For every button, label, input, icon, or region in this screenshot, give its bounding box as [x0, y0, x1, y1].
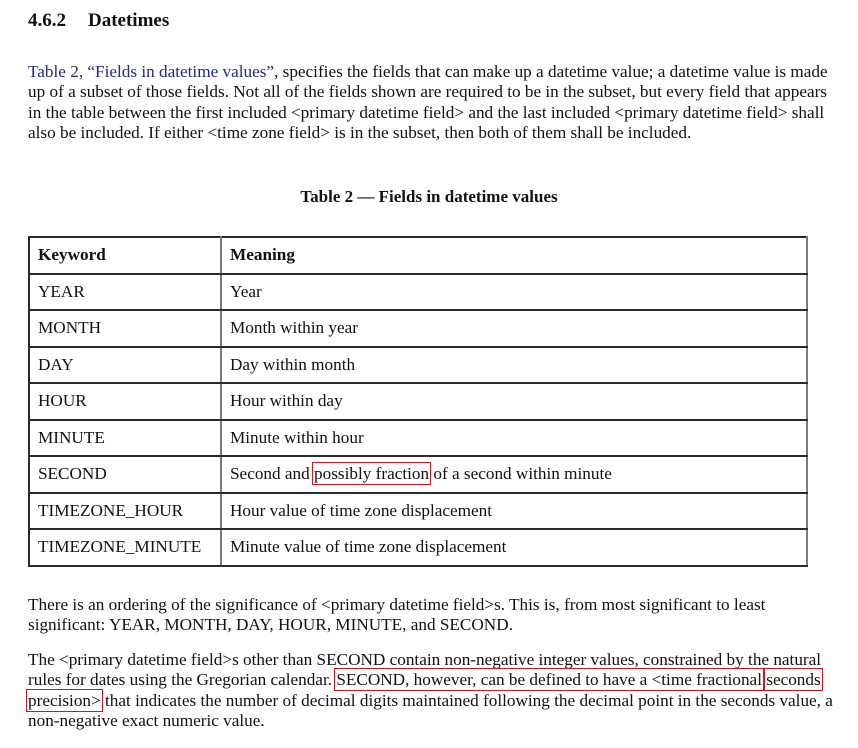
keyword-cell: TIMEZONE_MINUTE: [29, 529, 221, 566]
keyword-cell: YEAR: [29, 274, 221, 311]
meaning-cell: Minute within hour: [221, 420, 807, 457]
paragraph-text: that indicates the number of decimal digits maintained following the decimal point in the seconds value, a non-negative exact numeric value.: [28, 690, 833, 731]
table-row: [29, 420, 807, 457]
meaning-cell: Year: [221, 274, 807, 311]
meaning-cell: Hour within day: [221, 383, 807, 420]
keyword-cell: MINUTE: [29, 420, 221, 457]
section-heading: [28, 10, 169, 32]
meaning-text: Second and: [230, 464, 315, 484]
table-row: [29, 310, 807, 347]
ordering-paragraph: There is an ordering of the significance of <primary datetime field>s. This is, from most significant to least significant: YEAR, MONTH, DAY, HOUR, MINUTE, and SECOND.: [28, 595, 766, 635]
table-row: [29, 274, 807, 311]
keyword-cell: TIMEZONE_HOUR: [29, 493, 221, 530]
meaning-cell: Hour value of time zone displacement: [221, 493, 807, 530]
table-reference-link[interactable]: Table 2, “Fields in datetime values”: [28, 62, 275, 81]
table-row: [29, 383, 807, 420]
table-row: [29, 493, 807, 530]
table-row: [29, 347, 807, 384]
section-number: 4.6.2: [28, 10, 66, 31]
table-caption: Table 2 — Fields in datetime values: [300, 187, 558, 206]
highlight-box-possibly-fraction: possibly fraction: [314, 464, 430, 484]
table-row: [29, 456, 807, 493]
highlight-box-second-fractional: SECOND, however, can be defined to have a <time fractional: [336, 670, 762, 690]
datetime-fields-table: [28, 236, 808, 567]
highlight-box-seconds-precision: seconds precision>: [28, 670, 821, 710]
keyword-cell: DAY: [29, 347, 221, 384]
keyword-cell: HOUR: [29, 383, 221, 420]
second-field-paragraph: [28, 650, 838, 732]
paragraph-text: The <primary datetime field>s other than SECOND contain non-negative integer values, constrained by the natural rules for dates using the Gregorian calendar.: [28, 650, 822, 690]
section-title: Datetimes: [88, 10, 170, 31]
meaning-cell: Minute value of time zone displacement: [221, 529, 807, 566]
intro-paragraph: [28, 62, 838, 144]
meaning-text: of a second within minute: [429, 464, 612, 484]
meaning-cell: [221, 456, 807, 493]
table-header-row: [29, 237, 807, 274]
meaning-cell: Month within year: [221, 310, 807, 347]
keyword-cell: MONTH: [29, 310, 221, 347]
meaning-cell: Day within month: [221, 347, 807, 384]
header-keyword: Keyword: [29, 237, 221, 274]
header-meaning: Meaning: [221, 237, 807, 274]
table-row: [29, 529, 807, 566]
keyword-cell: SECOND: [29, 456, 221, 493]
intro-text: , specifies the fields that can make up a datetime value; a datetime value is made up of a subset of those fields. Not all of the fields shown are required to be in the subset, but every field that appears in the table between the first included <primary datetime field> and the last included <primary datetime field> shall also be included. If either <time zone field> is in the subset, then both of them shall be included.: [28, 62, 828, 143]
